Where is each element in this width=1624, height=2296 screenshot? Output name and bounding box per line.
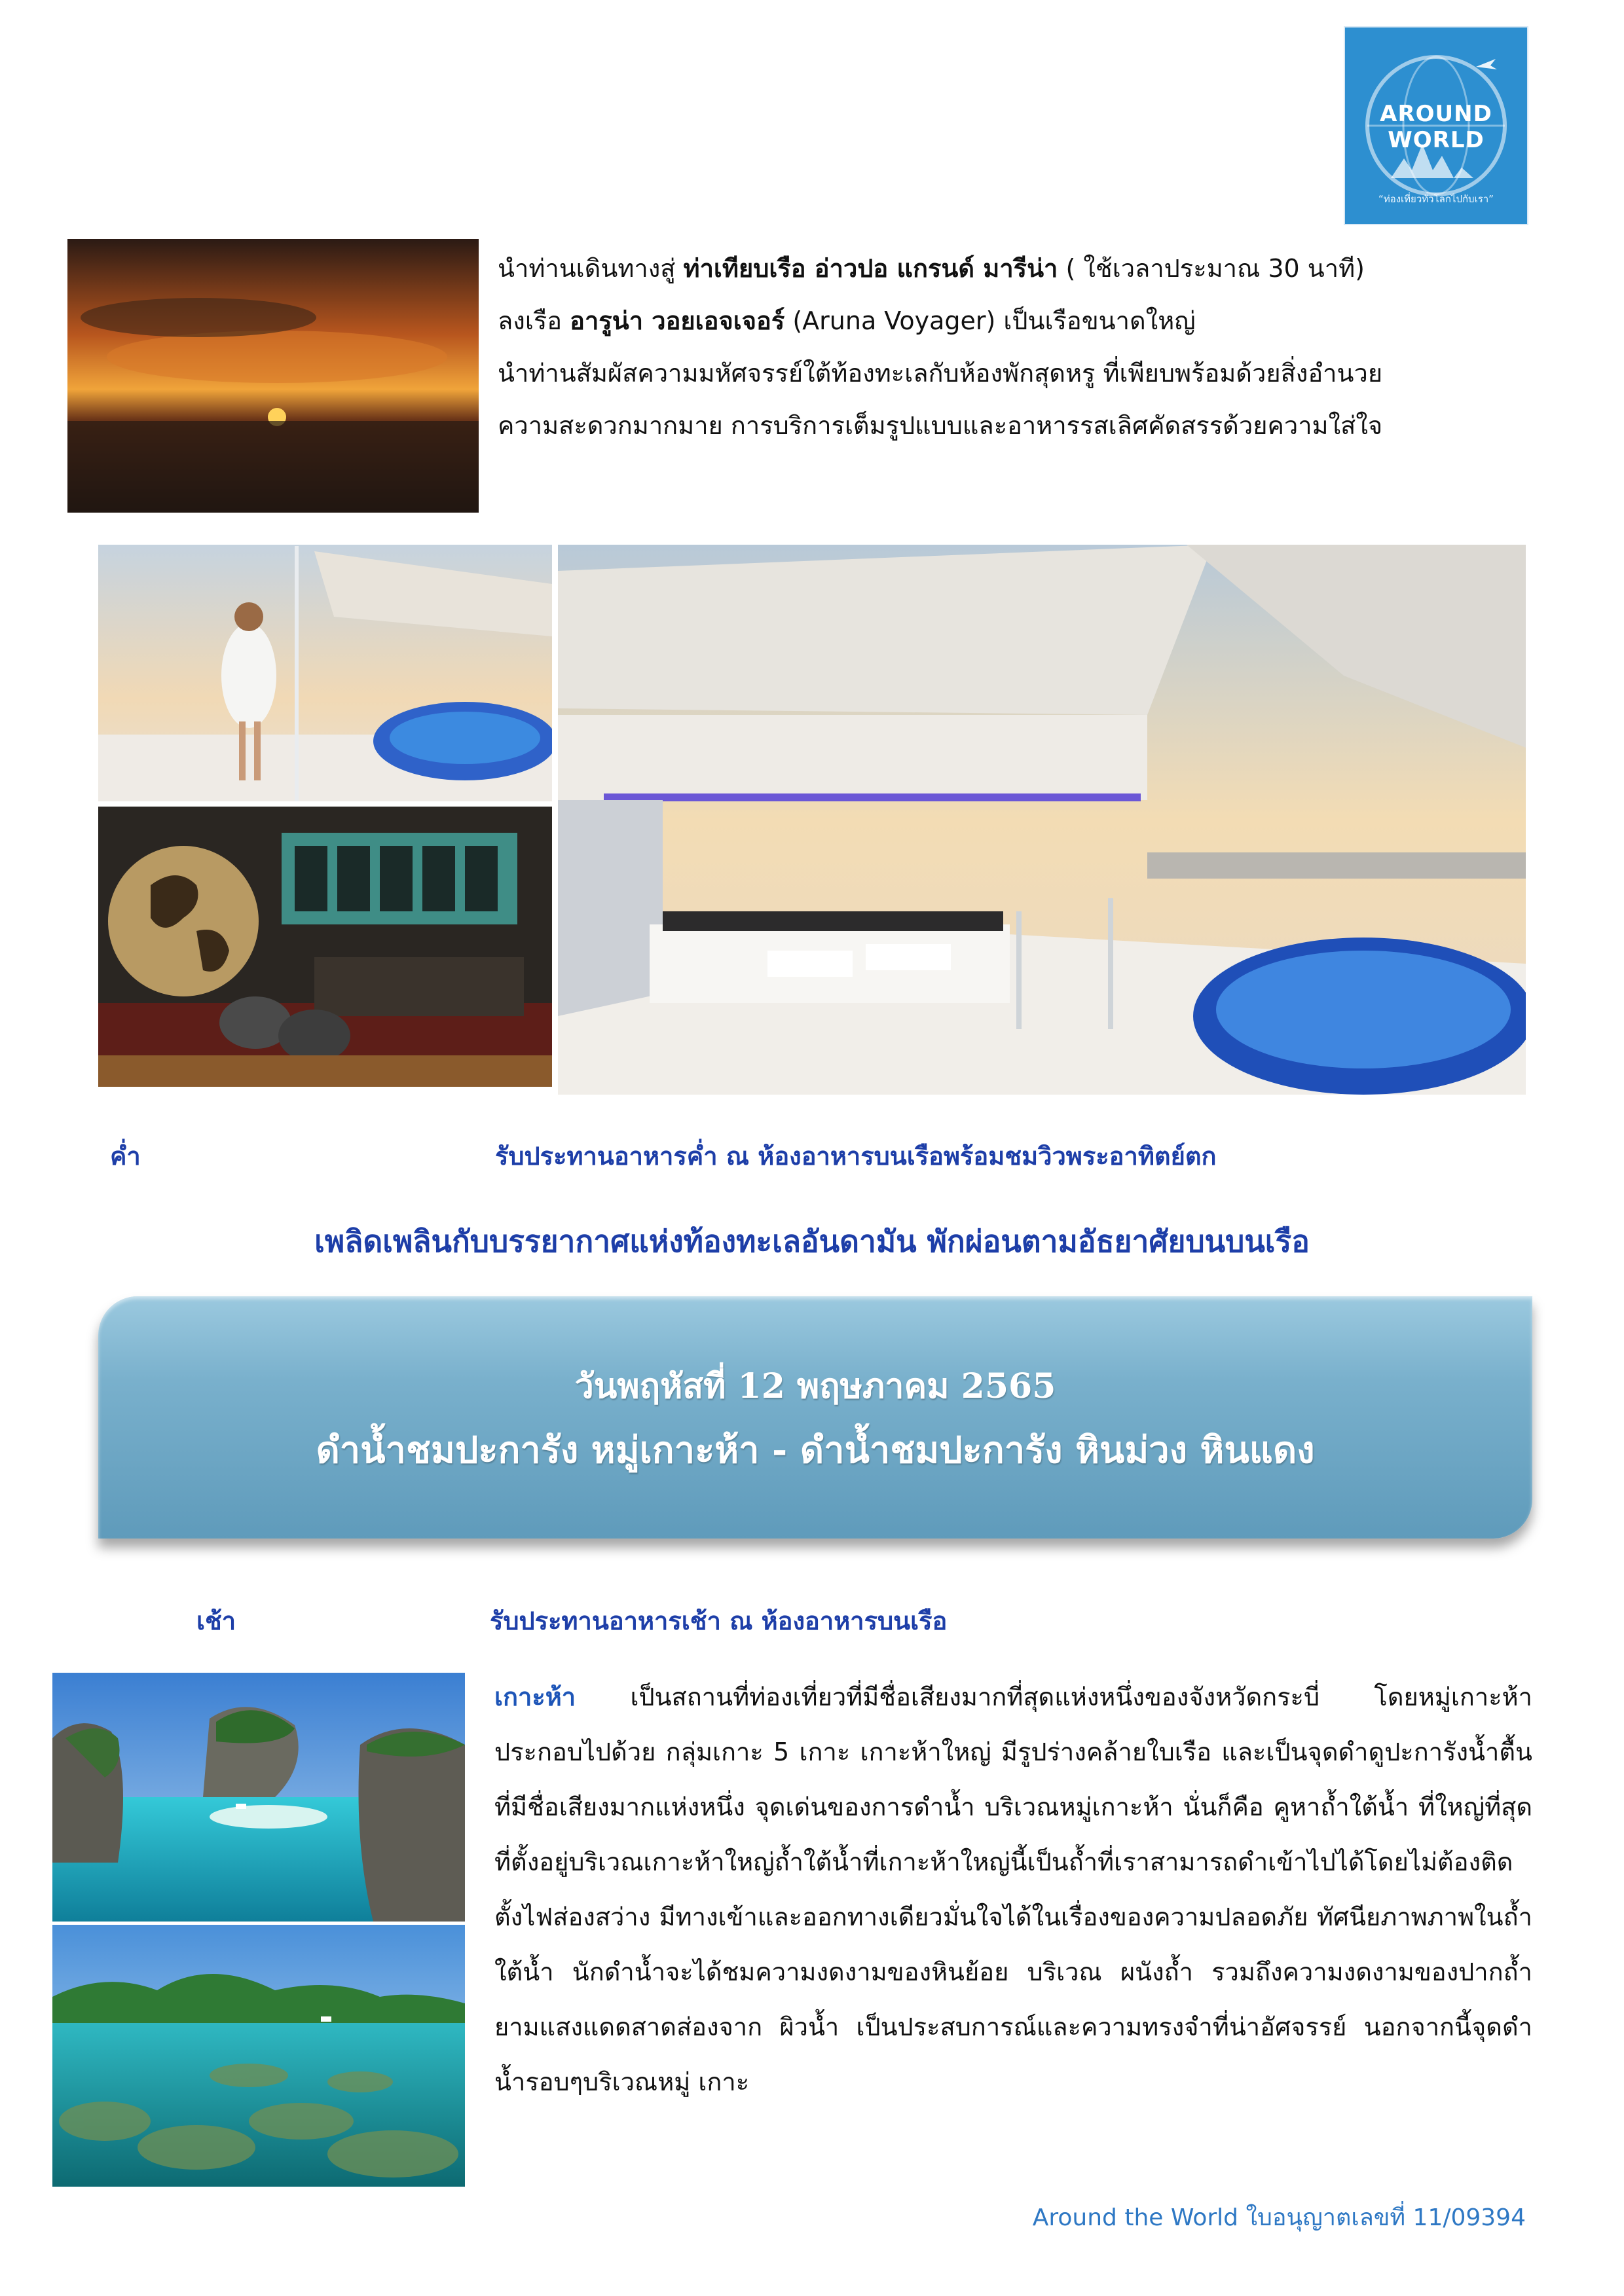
logo-text-world: WORLD — [1388, 127, 1485, 153]
dinner-text: รับประทานอาหารค่ำ ณ ห้องอาหารบนเรือพร้อมชมวิวพระอาทิตย์ตก — [495, 1142, 1217, 1171]
headline: เพลิดเพลินกับบรรยากาศแห่งท้องทะเลอันดามัน พักผ่อนตามอัธยาศัยบนบนเรือ — [314, 1224, 1310, 1259]
day-date: วันพฤหัสที่ 12 พฤษภาคม 2565 — [574, 1366, 1056, 1406]
koh-ha-lagoon-photo — [52, 1673, 465, 1922]
deck-woman-photo — [98, 545, 552, 801]
day-title: ดำน้ำชมปะการัง หมู่เกาะห้า - ดำน้ำชมปะการัง หินม่วง หินแดง — [316, 1429, 1315, 1472]
intro-line-3: นำท่านสัมผัสความมหัศจรรย์ใต้ท้องทะเลกับห้องพักสุดหรู ที่เพียบพร้อมด้วยสิ่งอำนวย — [498, 359, 1383, 388]
island-name: เกาะห้า — [494, 1683, 576, 1711]
yacht-deck-jacuzzi-photo — [558, 545, 1526, 1095]
footer-license — [1033, 2198, 1526, 2236]
logo-tagline: “ท่องเที่ยวทั่วโลกไปกับเรา” — [1378, 193, 1494, 205]
footer-license-number: ใบอนุญาตเลขที่ 11/09394 — [1238, 2204, 1526, 2231]
sunset-photo — [67, 239, 479, 513]
dinner-label: ค่ำ — [110, 1142, 141, 1171]
intro-line-2: ลงเรือ อารูน่า วอยเอจเจอร์ (Aruna Voyager) เป็นเรือขนาดใหญ่ — [498, 306, 1196, 335]
intro-line-1: นำท่านเดินทางสู่ ท่าเทียบเรือ อ่าวปอ แกรนด์ มารีน่า ( ใช้เวลาประมาณ 30 นาที) — [498, 254, 1365, 283]
intro-line-4: ความสะดวกมากมาย การบริการเต็มรูปแบบและอาหารรสเลิศคัดสรรด้วยความใส่ใจ — [498, 411, 1383, 440]
breakfast-label: เช้า — [196, 1607, 236, 1635]
koh-ha-reef-photo — [52, 1925, 465, 2187]
day-banner — [98, 1296, 1532, 1539]
island-description: เกาะห้า เป็นสถานที่ท่องเที่ยวที่มีชื่อเสียงมากที่สุดแห่งหนึ่งของจังหวัดกระบี่ โดยหมู่เกาะห้า ประกอบไปด้วย กลุ่มเกาะ 5 เกาะ เกาะห้าใหญ่ มีรูปร่างคล้ายใบเรือ และเป็นจุดดำดูปะการังน้ำตื้นที่มีชื่อเสียงมากแห่งหนึ่ง จุดเด่นของการดำน้ำ บริเวณหมู่เกาะห้า นั่นก็คือ คูหาถ้ำใต้น้ำ ที่ใหญ่ที่สุด ที่ตั้งอยู่บริเวณเกาะห้าใหญ่ถ้ำใต้น้ำที่เกาะห้าใหญ่นี้เป็นถ้ำที่เราสามารถดำเข้าไปได้โดยไม่ต้องติดตั้งไฟส่องสว่าง มีทางเข้าและออกทางเดียวมั่นใจได้ในเรื่องของความปลอดภัย ทัศนียภาพภาพในถ้ำ ใต้น้ำ นักดำน้ำจะได้ชมความงดงามของหินย้อย บริเวณ ผนังถ้ำ รวมถึงความงดงามของปากถ้ำยามแสงแดดสาดส่องจาก ผิวน้ำ เป็นประสบการณ์และความทรงจำที่น่าอัศจรรย์ นอกจากนี้จุดดำน้ำรอบๆบริเวณหมู่ เกาะ — [494, 1683, 1532, 2096]
lounge-interior-photo — [98, 807, 552, 1087]
breakfast-text: รับประทานอาหารเช้า ณ ห้องอาหารบนเรือ — [490, 1607, 948, 1635]
footer-company: Around the World — [1032, 2204, 1239, 2231]
company-logo — [1344, 26, 1528, 225]
logo-text-around: AROUND — [1380, 101, 1492, 127]
